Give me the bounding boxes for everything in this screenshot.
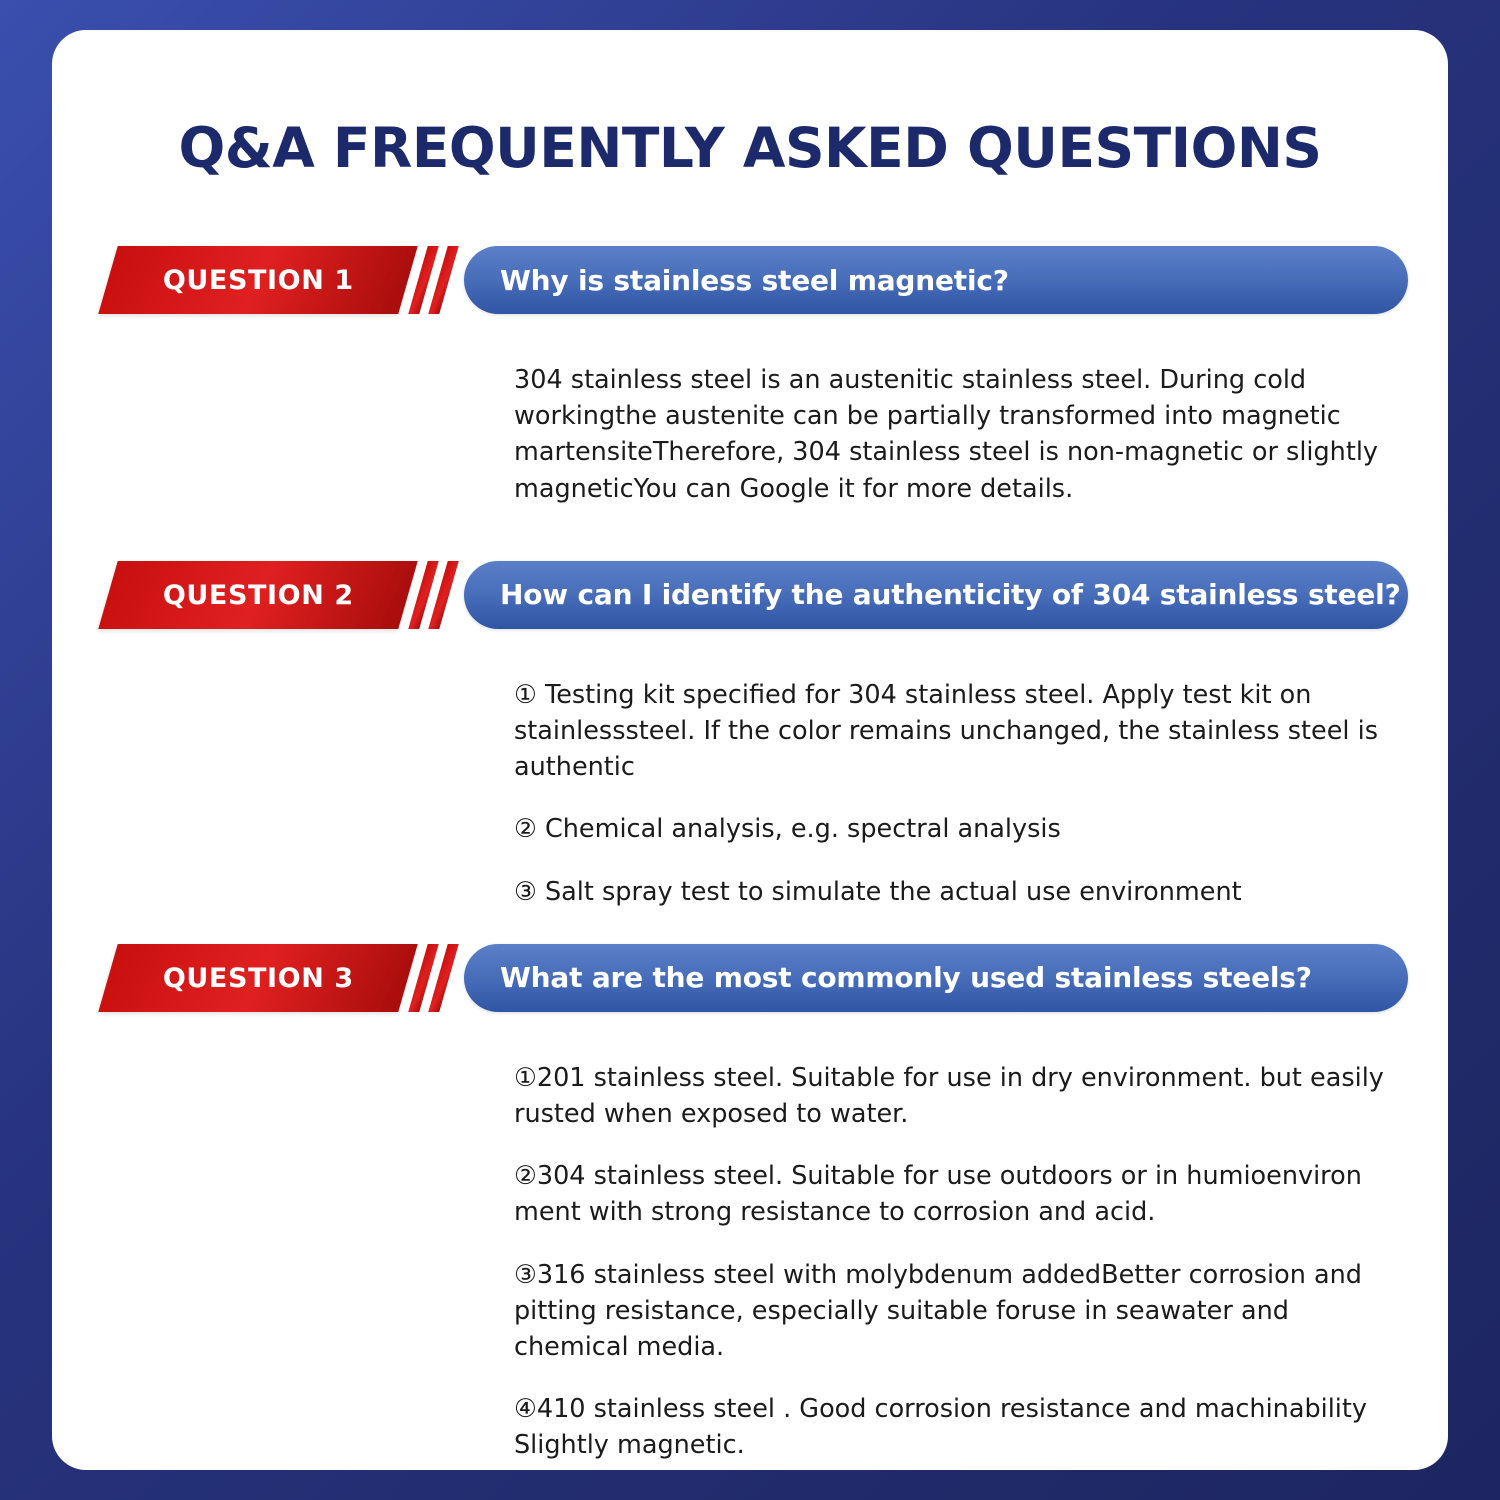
answer-paragraph: 304 stainless steel is an austenitic stainless steel. During cold workingthe austenite can be partially transformed into magnetic martensiteTherefore, 304 stainless steel is non-magnetic or slightly magneticYou can Google it for more details. (514, 365, 1379, 504)
question-tag-label-1: QUESTION 1 (162, 264, 354, 296)
faq-item-3 (52, 944, 1448, 1464)
question-tag-3 (98, 944, 417, 1012)
faq-header-1 (52, 246, 1448, 326)
question-tag-2 (98, 561, 417, 629)
question-pill-2 (464, 561, 1408, 629)
faq-item-2 (52, 561, 1448, 910)
answer-2 (52, 677, 1448, 910)
question-tag-label-2: QUESTION 2 (162, 579, 354, 611)
spacer (52, 1024, 1448, 1060)
answer-paragraph: ③316 stainless steel with molybdenum addedBetter corrosion and pitting resistance, especially suitable foruse in seawater and chemical media. (514, 1259, 1362, 1363)
spacer (52, 326, 1448, 362)
answer-3 (52, 1060, 1448, 1464)
answer-paragraph: ②304 stainless steel. Suitable for use outdoors or in humioenviron ment with strong resistance to corrosion and acid. (514, 1161, 1362, 1228)
question-pill-1 (464, 246, 1408, 314)
faq-item-1 (52, 246, 1448, 507)
question-text-1: Why is stainless steel magnetic? (500, 263, 1009, 297)
answer-paragraph: ② Chemical analysis, e.g. spectral analysis (514, 814, 1061, 845)
faq-card (52, 30, 1448, 1470)
question-text-2: How can I identify the authenticity of 304 stainless steel? (500, 578, 1401, 612)
faq-header-2 (52, 561, 1448, 641)
answer-paragraph: ③ Salt spray test to simulate the actual use environment (514, 876, 1242, 907)
answer-paragraph: ①201 stainless steel. Suitable for use in dry environment. but easily rusted when exposed to water. (514, 1062, 1384, 1130)
question-tag-1 (98, 246, 417, 314)
question-tag-label-3: QUESTION 3 (162, 962, 354, 994)
answer-paragraph: ④410 stainless steel . Good corrosion resistance and machinability Slightly magnetic. (514, 1394, 1367, 1461)
page-title: Q&A FREQUENTLY ASKED QUESTIONS (178, 116, 1322, 180)
answer-paragraph: ① Testing kit specified for 304 stainless steel. Apply test kit on stainlesssteel. If the color remains unchanged, the stainless steel is authentic (514, 679, 1378, 783)
answer-1 (52, 362, 1448, 507)
spacer (52, 641, 1448, 677)
question-pill-3 (464, 944, 1408, 1012)
faq-header-3 (52, 944, 1448, 1024)
question-text-3: What are the most commonly used stainless steels? (500, 961, 1312, 995)
